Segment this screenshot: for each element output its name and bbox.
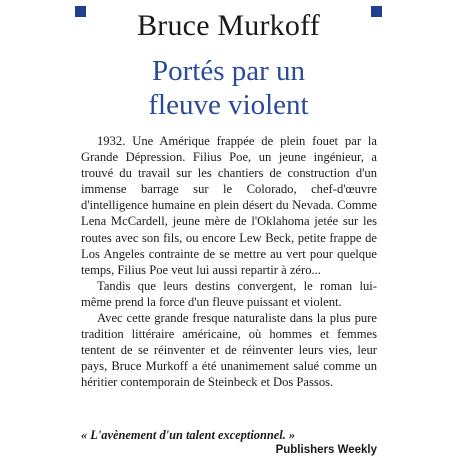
review-source: Publishers Weekly <box>275 444 377 456</box>
book-title-line-2: fleuve violent <box>148 89 309 121</box>
book-title-line-1: Portés par un <box>151 55 306 87</box>
blurb-paragraph: Tandis que leurs destins convergent, le roman lui-même prend la force d'un fleuve puissant et violent. <box>81 278 377 309</box>
blurb-paragraph: 1932. Une Amérique frappée de plein fouet par la Grande Dépression. Filius Poe, un jeune ingénieur, a trouvé du travail sur les chantiers de construction d'un immense barrage sur le Colorado, chef-d'œuvre d'intelligence humaine en plein désert du Nevada. Comme Lena McCardell, jeune mère de l'Oklahoma jetée sur les routes avec son fils, ou encore Lew Beck, petite frappe de Los Angeles contrainte de se mettre au vert pour quelque temps, Filius Poe veut lui aussi repartir à zéro... <box>81 134 377 277</box>
blurb-text <box>81 133 377 391</box>
author-name: Bruce Murkoff <box>137 9 320 42</box>
blurb-paragraph: Avec cette grande fresque naturaliste dans la plus pure tradition littéraire américaine, où hommes et femmes tentent de se réinventer et de réinventer leurs vies, leur pays, Bruce Murkoff a été unanimement salué comme un héritier contemporain de Steinbeck et Dos Passos. <box>81 311 377 390</box>
review-quote: « L'avènement d'un talent exceptionnel. » <box>81 428 296 442</box>
book-title <box>0 54 457 122</box>
